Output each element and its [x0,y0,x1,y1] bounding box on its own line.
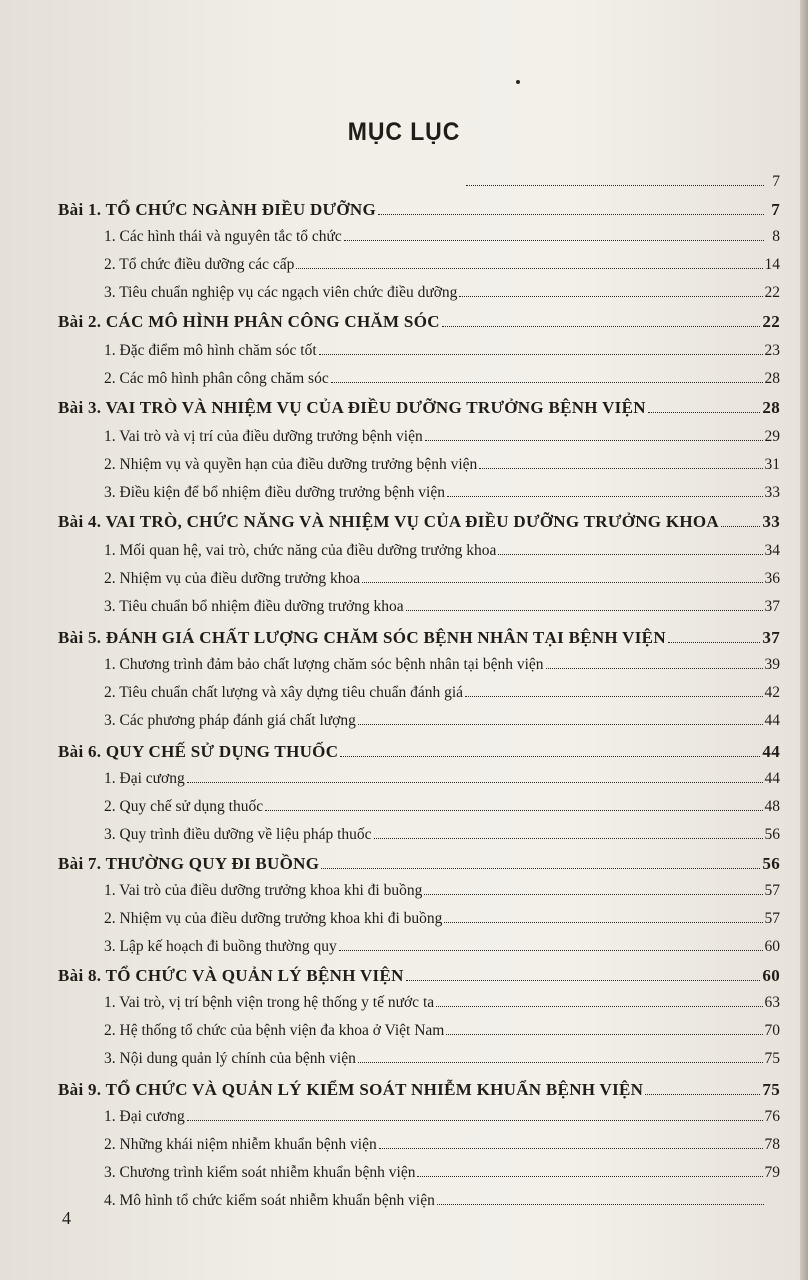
toc-page-number: 37 [762,628,780,647]
dot-leader [406,980,761,981]
toc-section-label: 2. Nhiệm vụ của điều dưỡng trưởng khoa khi đi buồng [104,910,443,927]
toc-page-number: 70 [764,1022,780,1039]
dot-leader [321,868,760,869]
toc-chapter-label: Bài 1. TỔ CHỨC NGÀNH ĐIỀU DƯỠNG [58,200,376,219]
toc-page-number: 31 [764,456,780,473]
toc-page-number: 14 [764,256,780,273]
dot-leader [379,1148,763,1149]
dot-leader [319,354,763,355]
toc-section-row[interactable] [104,598,780,616]
dot-leader [447,496,763,497]
dot-leader [721,526,760,527]
toc-page-number: 44 [764,770,780,787]
toc-chapter-label: Bài 7. THƯỜNG QUY ĐI BUỒNG [58,854,320,873]
toc-page-number: 28 [764,370,780,387]
toc-chapter-label: Bài 6. QUY CHẾ SỬ DỤNG THUỐC [58,742,339,761]
toc-chapter-row[interactable] [58,966,780,986]
toc-section-row[interactable] [104,1136,780,1154]
toc-section-label: 3. Điều kiện để bổ nhiệm điều dưỡng trưởng bệnh viện [104,484,445,501]
toc-page-number: 48 [764,798,780,815]
toc-section-label: 3. Tiêu chuẩn bổ nhiệm điều dưỡng trưởng khoa [104,598,404,615]
toc-page-number: 34 [764,542,780,559]
dot-leader [546,668,763,669]
toc-page-number: 23 [764,342,780,359]
toc-page-number: 44 [762,742,780,761]
toc-section-label: 3. Chương trình kiểm soát nhiễm khuẩn bệnh viện [104,1164,416,1181]
dot-leader [331,382,763,383]
dot-leader [406,610,763,611]
dot-leader [465,696,762,697]
toc-section-label: 1. Vai trò của điều dưỡng trưởng khoa khi đi buồng [104,882,423,899]
toc-page-number: 42 [764,684,780,701]
toc-chapter-row[interactable] [58,742,780,762]
toc-chapter-label: Bài 9. TỔ CHỨC VÀ QUẢN LÝ KIỂM SOÁT NHIỄM KHUẨN BỆNH VIỆN [58,1080,644,1099]
dot-leader [444,922,762,923]
toc-section-row[interactable] [104,1192,780,1210]
dot-leader [668,642,760,643]
toc-section-row[interactable] [104,484,780,502]
toc-section-label: 2. Các mô hình phân công chăm sóc [104,370,329,387]
dot-leader [479,468,762,469]
toc-section-label: 3. Các phương pháp đánh giá chất lượng [104,712,356,729]
toc-page-number: 57 [764,910,780,927]
toc-chapter-label: Bài 8. TỔ CHỨC VÀ QUẢN LÝ BỆNH VIỆN [58,966,404,985]
toc-page-number: 78 [764,1136,780,1153]
toc-chapter-label: Bài 4. VAI TRÒ, CHỨC NĂNG VÀ NHIỆM VỤ CỦA ĐIỀU DƯỠNG TRƯỞNG KHOA [58,512,720,531]
toc-section-label: 1. Đại cương [104,1108,185,1125]
dot-leader [424,894,762,895]
toc-section-row[interactable] [104,342,780,360]
dot-leader [645,1094,760,1095]
toc-section-row[interactable] [104,826,780,844]
toc-section-row[interactable] [104,994,780,1012]
toc-section-row[interactable] [104,1022,780,1040]
toc-section-row[interactable] [104,1108,780,1126]
dot-leader [417,1176,762,1177]
toc-chapter-label: Bài 2. CÁC MÔ HÌNH PHÂN CÔNG CHĂM SÓC [58,312,440,331]
toc-page-number: 63 [764,994,780,1011]
dot-leader [466,185,764,186]
toc-chapter-row[interactable] [58,398,780,418]
toc-page-number: 33 [762,512,780,531]
toc-page-number: 36 [764,570,780,587]
toc-chapter-label: Bài 5. ĐÁNH GIÁ CHẤT LƯỢNG CHĂM SÓC BỆNH NHÂN TẠI BỆNH VIỆN [58,628,666,647]
toc-page-number: 7 [771,200,780,219]
dot-leader [425,440,763,441]
toc-section-label: 3. Lập kế hoạch đi buồng thường quy [104,938,337,955]
toc-section-row[interactable] [104,910,780,928]
toc-page-number: 22 [762,312,780,331]
dot-leader [442,326,761,327]
toc-section-row[interactable] [104,770,780,788]
toc-intro-row [464,173,780,191]
toc-page-number: 28 [762,398,780,417]
toc-page-number: 76 [764,1108,780,1125]
toc-page-number: 75 [762,1080,780,1099]
toc-chapter-label: Bài 3. VAI TRÒ VÀ NHIỆM VỤ CỦA ĐIỀU DƯỠNG TRƯỞNG BỆNH VIỆN [58,398,646,417]
toc-section-label: 1. Vai trò, vị trí bệnh viện trong hệ thống y tế nước ta [104,994,435,1011]
toc-page-number: 60 [764,938,780,955]
toc-page-number: 44 [764,712,780,729]
toc-section-label: 3. Quy trình điều dưỡng về liệu pháp thuốc [104,826,372,843]
dot-leader [340,756,760,757]
toc-section-label: 1. Các hình thái và nguyên tắc tổ chức [104,228,342,245]
toc-section-label: 2. Tổ chức điều dưỡng các cấp [104,256,295,273]
toc-chapter-row[interactable] [58,512,780,532]
dot-leader [362,582,762,583]
toc-page-number: 56 [762,854,780,873]
toc-page-number: 22 [764,284,780,301]
toc-section-label: 2. Quy chế sử dụng thuốc [104,798,264,815]
toc-section-label: 3. Nội dung quản lý chính của bệnh viện [104,1050,356,1067]
toc-section-row[interactable] [104,938,780,956]
page-edge [800,0,808,1280]
toc-chapter-row[interactable] [58,628,780,648]
dot-leader [459,296,762,297]
dot-leader [437,1204,764,1205]
dot-leader [358,1062,763,1063]
toc-section-row[interactable] [104,656,780,674]
toc-page-number: 56 [764,826,780,843]
dot-leader [374,838,763,839]
dot-leader [436,1006,762,1007]
toc-section-label: 4. Mô hình tổ chức kiểm soát nhiễm khuẩn bệnh viện [104,1192,435,1209]
toc-section-row[interactable] [104,1050,780,1068]
page-title: MỤC LỤC [347,118,461,146]
toc-section-row[interactable] [104,256,780,274]
toc-section-row[interactable] [104,542,780,560]
toc-section-row[interactable] [104,570,780,588]
toc-page-number: 33 [764,484,780,501]
dot-leader [187,782,763,783]
toc-section-row[interactable] [104,370,780,388]
toc-page-number: 37 [764,598,780,615]
toc-section-label: 1. Đặc điểm mô hình chăm sóc tốt [104,342,317,359]
toc-section-row[interactable] [104,712,780,730]
toc-section-label: 1. Mối quan hệ, vai trò, chức năng của điều dưỡng trưởng khoa [104,542,497,559]
dot-leader [339,950,763,951]
toc-chapter-row[interactable] [58,854,780,874]
toc-section-label: 2. Những khái niệm nhiễm khuẩn bệnh viện [104,1136,377,1153]
toc-section-label: 3. Tiêu chuẩn nghiệp vụ các ngạch viên chức điều dưỡng [104,284,458,301]
toc-section-label: 2. Nhiệm vụ và quyền hạn của điều dưỡng trưởng bệnh viện [104,456,478,473]
print-speck [516,80,520,84]
toc-section-row[interactable] [104,684,780,702]
dot-leader [378,214,764,215]
dot-leader [187,1120,763,1121]
toc-page-number: 8 [772,228,780,245]
toc-section-label: 2. Hệ thống tổ chức của bệnh viện đa khoa ở Việt Nam [104,1022,445,1039]
toc-section-row[interactable] [104,428,780,446]
toc-page-number: 79 [764,1164,780,1181]
dot-leader [446,1034,762,1035]
dot-leader [498,554,762,555]
toc-section-row[interactable] [104,882,780,900]
toc-page-number: 7 [772,173,780,190]
toc-page-number: 60 [762,966,780,985]
toc-chapter-row[interactable] [58,200,780,220]
dot-leader [358,724,763,725]
toc-section-row[interactable] [104,456,780,474]
toc-section-label: 1. Chương trình đảm bảo chất lượng chăm sóc bệnh nhân tại bệnh viện [104,656,544,673]
dot-leader [648,412,761,413]
dot-leader [265,810,762,811]
toc-section-label: 2. Nhiệm vụ của điều dưỡng trưởng khoa [104,570,361,587]
toc-section-row[interactable] [104,798,780,816]
toc-section-label: 1. Đại cương [104,770,185,787]
toc-section-label: 1. Vai trò và vị trí của điều dưỡng trưởng bệnh viện [104,428,423,445]
page-number: 4 [62,1208,71,1228]
toc-section-row[interactable] [104,1164,780,1182]
toc-chapter-row[interactable] [58,1080,780,1100]
toc-page-number: 29 [764,428,780,445]
toc-chapter-row[interactable] [58,312,780,332]
dot-leader [344,240,764,241]
toc-section-row[interactable] [104,284,780,302]
toc-page-number: 75 [764,1050,780,1067]
toc-section-row[interactable] [104,228,780,246]
dot-leader [296,268,762,269]
toc-page-number: 39 [764,656,780,673]
toc-section-label: 2. Tiêu chuẩn chất lượng và xây dựng tiêu chuẩn đánh giá [104,684,464,701]
toc-page-number: 57 [764,882,780,899]
